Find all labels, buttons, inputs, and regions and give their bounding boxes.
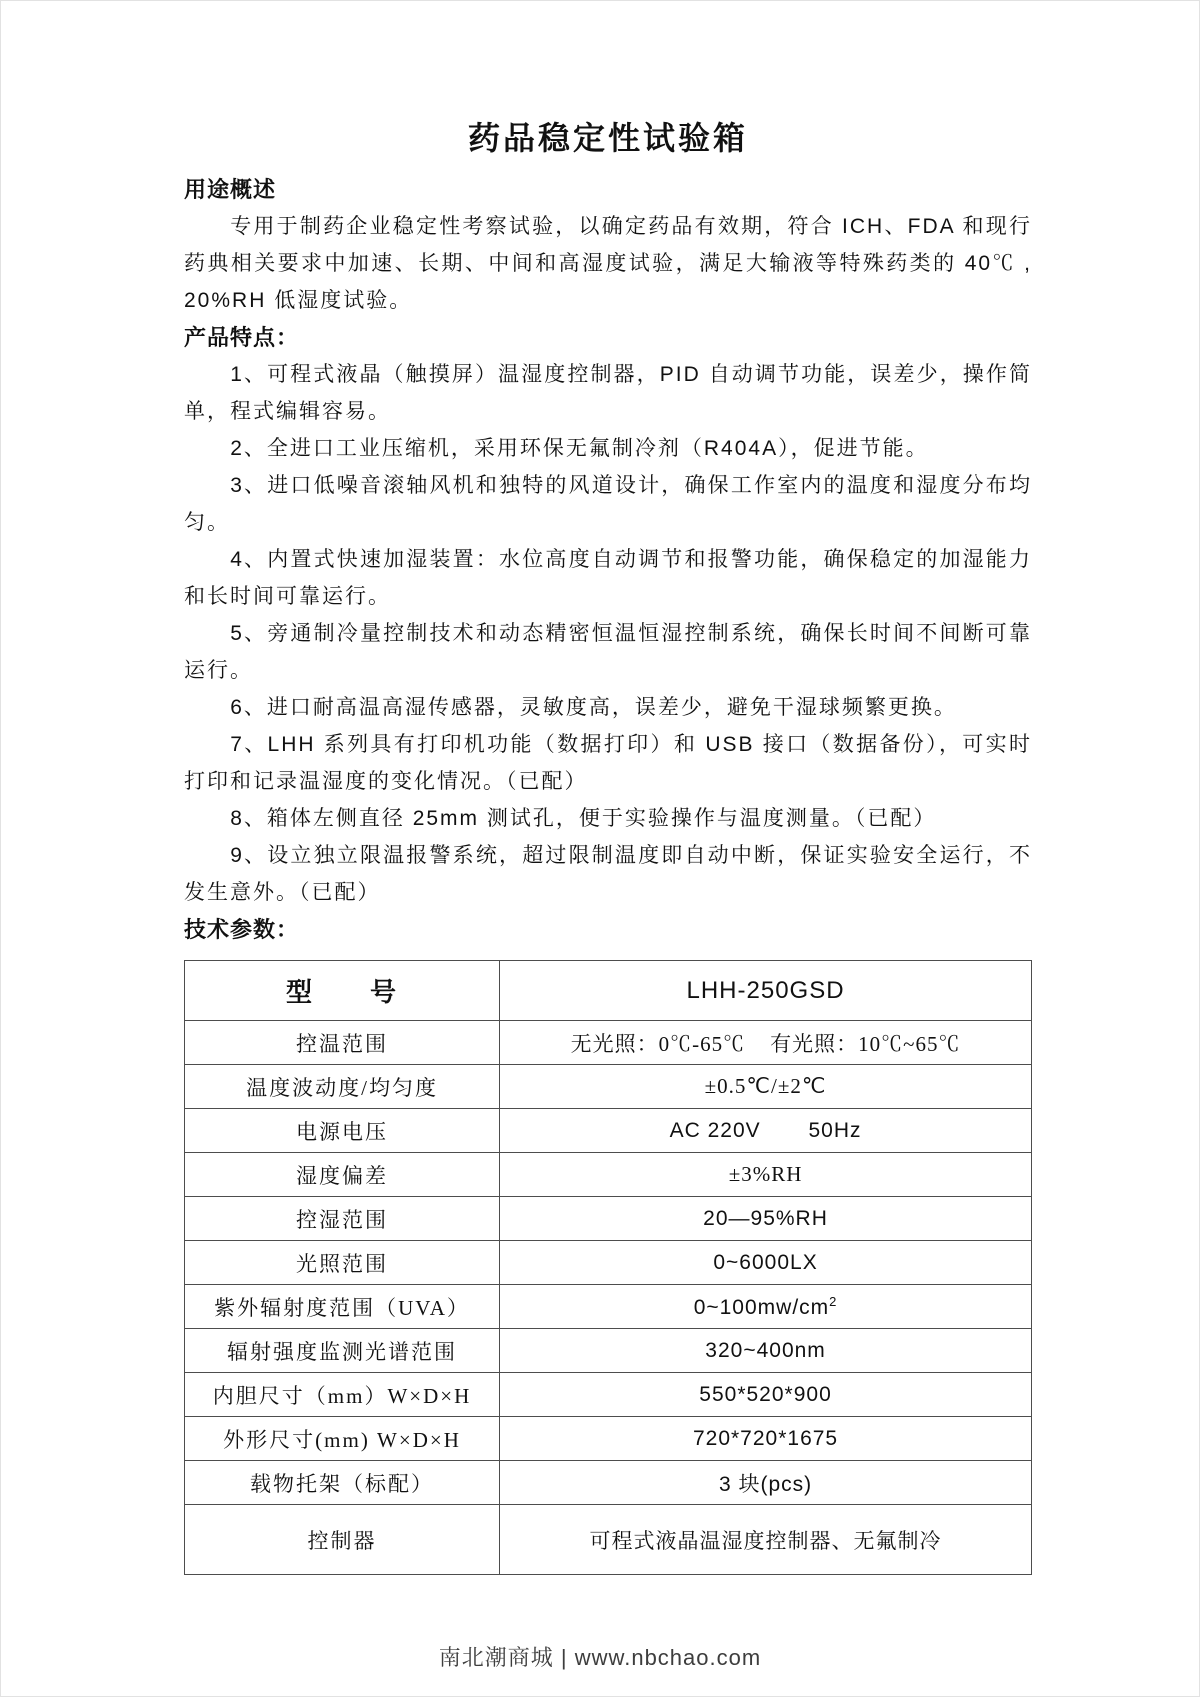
section-heading-usage: 用途概述 bbox=[184, 177, 277, 202]
spec-label: 湿度偏差 bbox=[185, 1153, 500, 1197]
spec-label: 辐射强度监测光谱范围 bbox=[185, 1329, 500, 1373]
spec-table bbox=[184, 960, 1032, 1575]
spec-label: 载物托架（标配） bbox=[185, 1461, 500, 1505]
table-row bbox=[185, 1285, 1032, 1329]
feature-item: 9、设立独立限温报警系统，超过限制温度即自动中断，保证实验安全运行，不发生意外。（已配） bbox=[184, 844, 1032, 904]
footer-site-name: 南北潮商城 bbox=[438, 1645, 554, 1670]
spec-label: 内胆尺寸（mm）W×D×H bbox=[185, 1373, 500, 1417]
feature-item: 2、全进口工业压缩机，采用环保无氟制冷剂（R404A），促进节能。 bbox=[230, 437, 929, 460]
table-row bbox=[185, 1109, 1032, 1153]
footer-separator: | bbox=[553, 1645, 575, 1670]
feature-item: 4、内置式快速加湿装置：水位高度自动调节和报警功能，确保稳定的加湿能力和长时间可靠运行。 bbox=[184, 548, 1032, 608]
feature-item: 7、LHH 系列具有打印机功能（数据打印）和 USB 接口（数据备份），可实时打印和记录温湿度的变化情况。（已配） bbox=[184, 733, 1032, 793]
usage-paragraph: 专用于制药企业稳定性考察试验，以确定药品有效期，符合 ICH、FDA 和现行药典相关要求中加速、长期、中间和高湿度试验，满足大输液等特殊药类的 40℃ , 20%RH 低湿度试验。 bbox=[184, 215, 1032, 312]
spec-value: 550*520*900 bbox=[500, 1373, 1032, 1417]
spec-label: 外形尺寸(mm) W×D×H bbox=[185, 1417, 500, 1461]
page-title: 药品稳定性试验箱 bbox=[467, 120, 748, 156]
feature-item: 1、可程式液晶（触摸屏）温湿度控制器，PID 自动调节功能，误差少，操作简单，程式编辑容易。 bbox=[184, 363, 1032, 423]
table-row bbox=[185, 1461, 1032, 1505]
table-row bbox=[185, 1417, 1032, 1461]
spec-value: AC 220V 50Hz bbox=[500, 1109, 1032, 1153]
spec-label: 光照范围 bbox=[185, 1241, 500, 1285]
table-row bbox=[185, 1373, 1032, 1417]
spec-value: 20—95%RH bbox=[500, 1197, 1032, 1241]
feature-item: 3、进口低噪音滚轴风机和独特的风道设计，确保工作室内的温度和湿度分布均匀。 bbox=[184, 474, 1032, 534]
spec-value: 0~6000LX bbox=[500, 1241, 1032, 1285]
footer-url: www.nbchao.com bbox=[574, 1645, 762, 1670]
spec-value-superscript: 2 bbox=[829, 1293, 838, 1309]
table-row bbox=[185, 1065, 1032, 1109]
spec-value-text: 0~100mw/cm bbox=[693, 1295, 830, 1319]
spec-value: 320~400nm bbox=[500, 1329, 1032, 1373]
spec-label: 型 号 bbox=[185, 961, 500, 1021]
spec-label: 紫外辐射度范围（UVA） bbox=[185, 1285, 500, 1329]
feature-item: 6、进口耐高温高湿传感器，灵敏度高，误差少，避免干湿球频繁更换。 bbox=[230, 696, 957, 719]
spec-value: 可程式液晶温湿度控制器、无氟制冷 bbox=[500, 1505, 1032, 1575]
spec-value bbox=[500, 1285, 1032, 1329]
spec-value: ±3%RH bbox=[500, 1153, 1032, 1197]
spec-label: 控温范围 bbox=[185, 1021, 500, 1065]
spec-value: 720*720*1675 bbox=[500, 1417, 1032, 1461]
section-heading-features: 产品特点： bbox=[184, 325, 300, 350]
spec-label: 电源电压 bbox=[185, 1109, 500, 1153]
footer-watermark bbox=[1, 1641, 1199, 1672]
section-heading-specs: 技术参数： bbox=[184, 917, 300, 942]
feature-item: 8、箱体左侧直径 25mm 测试孔，便于实验操作与温度测量。（已配） bbox=[230, 807, 937, 830]
feature-item: 5、旁通制冷量控制技术和动态精密恒温恒湿控制系统，确保长时间不间断可靠运行。 bbox=[184, 622, 1032, 682]
table-row bbox=[185, 961, 1032, 1021]
table-row bbox=[185, 1021, 1032, 1065]
spec-value: 3 块(pcs) bbox=[500, 1461, 1032, 1505]
spec-label: 温度波动度/均匀度 bbox=[185, 1065, 500, 1109]
spec-label: 控制器 bbox=[185, 1505, 500, 1575]
table-row bbox=[185, 1241, 1032, 1285]
table-row bbox=[185, 1197, 1032, 1241]
spec-value: 无光照：0℃-65℃ 有光照：10℃~65℃ bbox=[500, 1021, 1032, 1065]
table-row bbox=[185, 1329, 1032, 1373]
spec-label: 控湿范围 bbox=[185, 1197, 500, 1241]
table-row bbox=[185, 1505, 1032, 1575]
table-row bbox=[185, 1153, 1032, 1197]
spec-value: ±0.5℃/±2℃ bbox=[500, 1065, 1032, 1109]
document-content bbox=[184, 113, 1032, 1575]
spec-value: LHH-250GSD bbox=[500, 961, 1032, 1021]
